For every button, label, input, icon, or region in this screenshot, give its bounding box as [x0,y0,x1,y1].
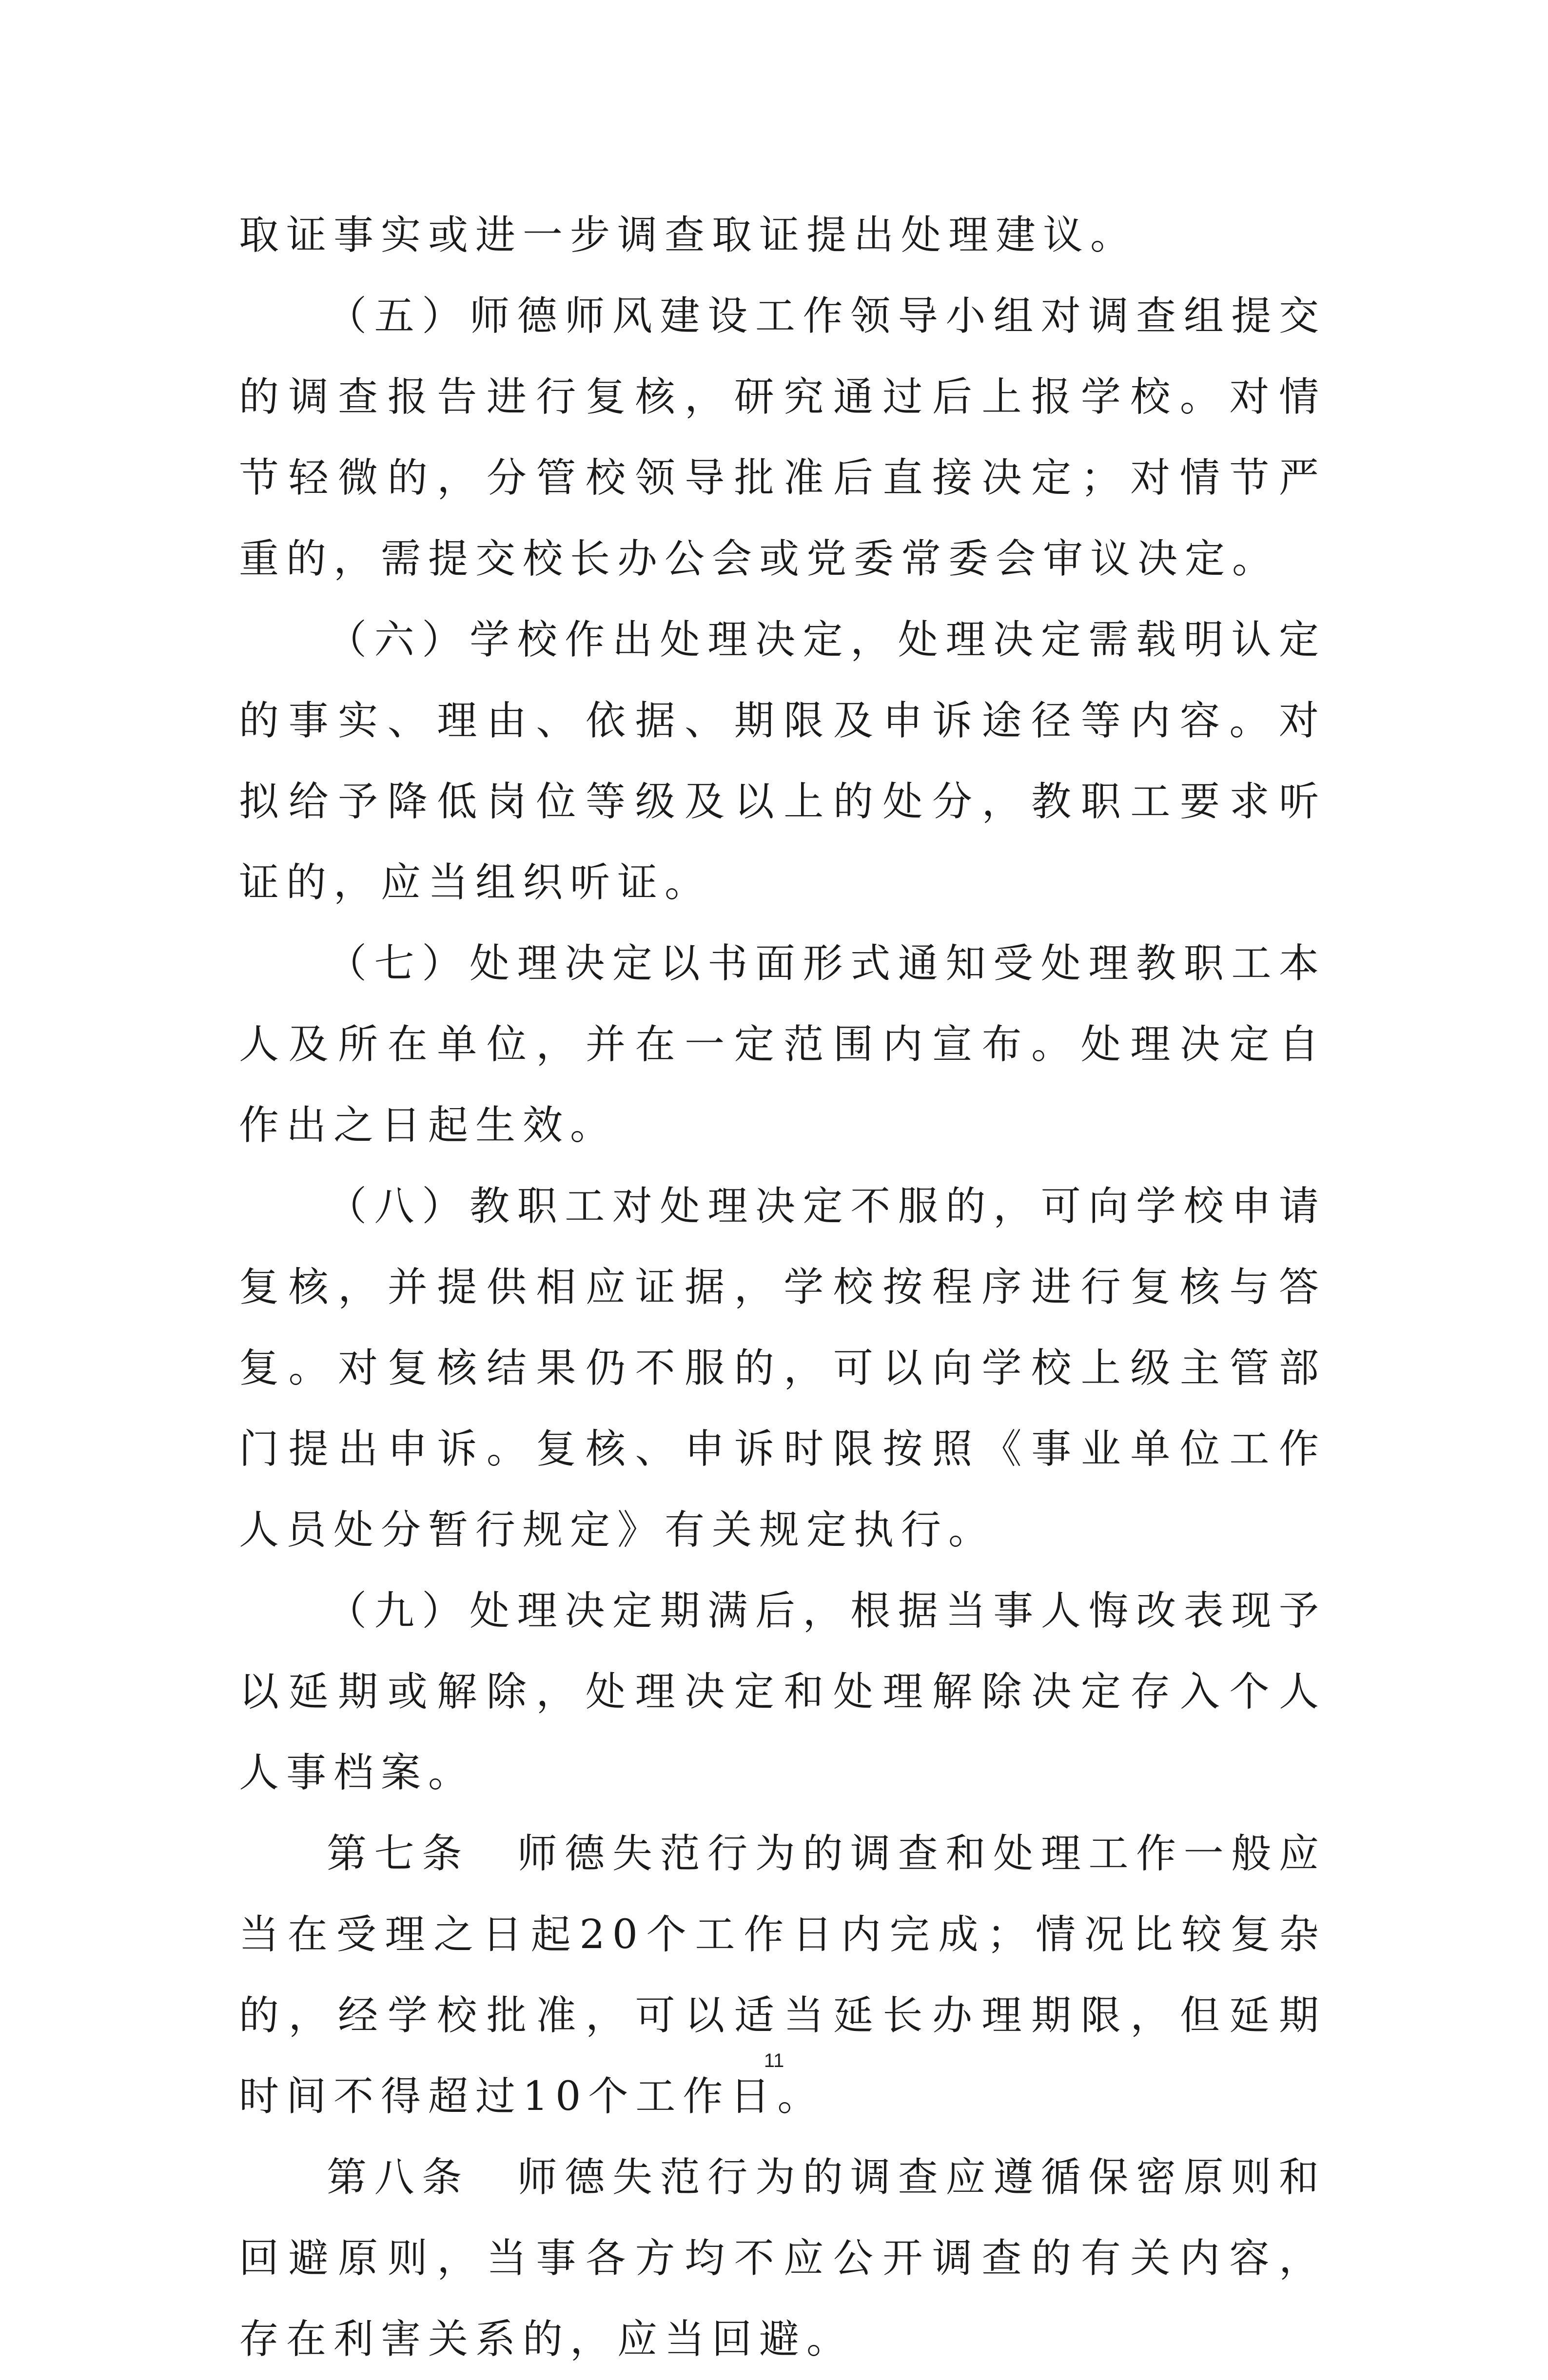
paragraph-continuation: 取证事实或进一步调查取证提出处理建议。 [239,212,1138,258]
paragraph-item-5: （五）师德师风建设工作领导小组对调查组提交的调查报告进行复核，研究通过后上报学校。对情节轻微的，分管校领导批准后直接决定；对情节严重的，需提交校长办公会或党委常委会审议决定。 [239,293,1326,582]
page-number: 11 [764,2050,784,2071]
paragraph-item-6: （六）学校作出处理决定，处理决定需载明认定的事实、理由、依据、期限及申诉途径等内容。对拟给予降低岗位等级及以上的处分，教职工要求听证的，应当组织听证。 [239,617,1326,906]
paragraph-article-8: 第八条 师德失范行为的调查应遵循保密原则和回避原则，当事各方均不应公开调查的有关内容，存在利害关系的，应当回避。 [239,2154,1326,2362]
paragraph-item-8: （八）教职工对处理决定不服的，可向学校申请复核，并提供相应证据，学校按程序进行复核与答复。对复核结果仍不服的，可以向学校上级主管部门提出申诉。复核、申诉时限按照《事业单位工作人员处分暂行规定》有关规定执行。 [239,1183,1326,1553]
paragraph-item-9: （九）处理决定期满后，根据当事人悔改表现予以延期或解除，处理决定和处理解除决定存入个人人事档案。 [239,1588,1326,1796]
paragraph-item-7: （七）处理决定以书面形式通知受处理教职工本人及所在单位，并在一定范围内宣布。处理决定自作出之日起生效。 [239,940,1326,1149]
paragraph-article-7: 第七条 师德失范行为的调查和处理工作一般应当在受理之日起20个工作日内完成；情况比较复杂的，经学校批准，可以适当延长办理期限，但延期时间不得超过10个工作日。 [239,1831,1326,2120]
